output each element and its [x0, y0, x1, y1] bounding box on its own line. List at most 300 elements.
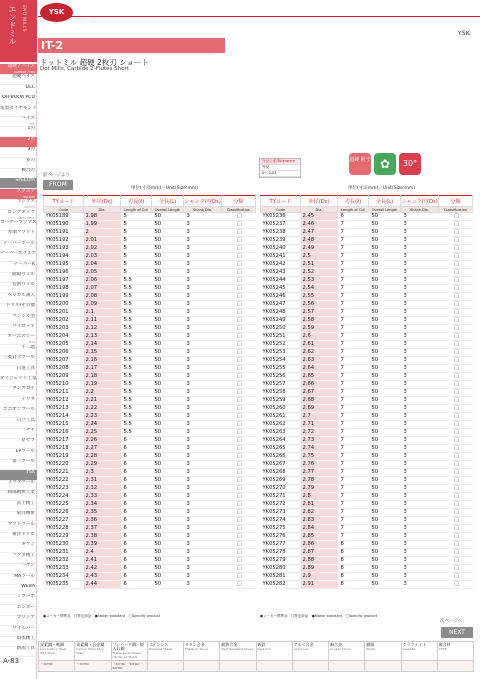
nav-item[interactable] — [0, 324, 37, 335]
nav-item[interactable] — [0, 449, 37, 460]
nav-item-label: 多刃 — [25, 157, 35, 163]
nav-item[interactable] — [0, 262, 37, 273]
shank-dia-cell: 3 — [184, 341, 222, 349]
code-cell: YK05226 — [44, 509, 84, 517]
shank-dia-cell: 3 — [401, 557, 439, 565]
shank-dia-cell: 3 — [184, 549, 222, 557]
code-cell: YK05258 — [261, 389, 301, 397]
overall-length-cell: 50 — [369, 461, 401, 469]
shank-dia-cell: 3 — [184, 477, 222, 485]
shank-dia-cell: 3 — [184, 541, 222, 549]
nav-item[interactable] — [0, 106, 37, 117]
nav-item[interactable] — [0, 532, 37, 543]
dia-cell: 2.3 — [84, 469, 121, 477]
code-cell: YK05269 — [261, 477, 301, 485]
code-cell: YK05219 — [44, 453, 84, 461]
table-row — [261, 565, 473, 573]
shank-dia-cell: 3 — [184, 309, 222, 317]
dia-cell: 2.78 — [301, 477, 338, 485]
shank-dia-cell: 3 — [401, 341, 439, 349]
overall-length-cell: 50 — [152, 501, 184, 509]
table-row — [261, 325, 473, 333]
nav-item[interactable] — [0, 345, 37, 356]
length-of-cut-cell: 5.5 — [121, 365, 152, 373]
code-cell: YK05225 — [44, 501, 84, 509]
header-code: TYコード — [44, 196, 84, 207]
length-of-cut-cell: 8 — [338, 581, 369, 589]
code-cell: YK05276 — [261, 533, 301, 541]
dia-cell: 2.79 — [301, 485, 338, 493]
classification-checkbox-icon: □ — [222, 213, 256, 221]
shank-dia-cell: 3 — [401, 493, 439, 501]
overall-length-cell: 50 — [369, 293, 401, 301]
code-cell: YK05239 — [261, 237, 301, 245]
code-cell: YK05211 — [44, 389, 84, 397]
table-row — [261, 373, 473, 381]
overall-length-cell: 50 — [152, 541, 184, 549]
shank-dia-cell: 3 — [401, 333, 439, 341]
overall-length-cell: 50 — [369, 397, 401, 405]
length-of-cut-cell: 5.5 — [121, 341, 152, 349]
shank-dia-cell: 3 — [401, 469, 439, 477]
from-button[interactable]: FROM — [43, 180, 73, 190]
overall-length-cell: 50 — [152, 269, 184, 277]
dia-cell: 2.37 — [84, 525, 121, 533]
nav-item-label: スクエア — [16, 188, 35, 194]
length-of-cut-cell: 7 — [338, 261, 369, 269]
nav-item[interactable] — [0, 116, 37, 127]
length-of-cut-cell: 6 — [121, 437, 152, 445]
length-of-cut-cell: 7 — [338, 253, 369, 261]
table-row — [44, 213, 256, 221]
nav-item[interactable] — [0, 220, 37, 231]
code-cell: YK05192 — [44, 237, 84, 245]
side-title-block — [0, 0, 37, 62]
code-cell: YK05257 — [261, 381, 301, 389]
header-code-en: Code — [261, 207, 301, 213]
length-of-cut-cell: 6 — [121, 525, 152, 533]
nav-item-label: 3刃 — [27, 147, 35, 153]
dia-cell: 2.48 — [301, 237, 338, 245]
overall-length-cell: 50 — [152, 437, 184, 445]
shank-dia-cell: 3 — [401, 485, 439, 493]
nav-item[interactable] — [0, 158, 37, 169]
overall-length-cell: 50 — [152, 421, 184, 429]
nav-item-label: テーパーR — [13, 261, 35, 267]
material-name: 樹脂 — [366, 642, 375, 647]
code-cell: YK05197 — [44, 277, 84, 285]
nav-item[interactable] — [0, 85, 37, 96]
material-cell — [329, 642, 365, 661]
length-of-cut-cell: 7 — [338, 229, 369, 237]
classification-checkbox-icon: □ — [222, 525, 256, 533]
dia-cell: 2.22 — [84, 405, 121, 413]
nav-item[interactable] — [0, 293, 37, 304]
length-of-cut-cell: 6 — [121, 469, 152, 477]
classification-checkbox-icon: □ — [439, 565, 473, 573]
length-of-cut-cell: 5.5 — [121, 277, 152, 285]
classification-checkbox-icon: □ — [222, 373, 256, 381]
overall-length-cell: 50 — [369, 373, 401, 381]
brand-rule — [38, 16, 480, 17]
dia-cell: 2.75 — [301, 453, 338, 461]
carbide-badge: 超硬 粒子 — [349, 153, 371, 175]
dia-cell: 2.1 — [84, 309, 121, 317]
nav-item[interactable] — [0, 418, 37, 429]
nav-item[interactable] — [0, 168, 37, 179]
nav-item[interactable] — [0, 241, 37, 252]
nav-item-label: 電着ダイヤモンド — [0, 105, 37, 111]
nav-item[interactable] — [0, 397, 37, 408]
spec-rows-right — [261, 213, 473, 589]
nav-item[interactable] — [0, 230, 37, 241]
overall-length-cell: 50 — [369, 549, 401, 557]
classification-checkbox-icon: □ — [222, 277, 256, 285]
table-row — [44, 557, 256, 565]
material-hardness — [329, 661, 365, 672]
dia-cell: 2.83 — [301, 517, 338, 525]
table-row — [44, 389, 256, 397]
dia-cell: 2.9 — [301, 573, 338, 581]
dia-cell: 2.05 — [84, 269, 121, 277]
nav-item[interactable] — [0, 178, 37, 189]
length-of-cut-cell: 8 — [338, 565, 369, 573]
length-of-cut-cell: 7 — [338, 445, 369, 453]
length-of-cut-cell: 5.5 — [121, 333, 152, 341]
nav-item-label: ユニオンツール — [2, 407, 35, 413]
overall-length-cell: 50 — [369, 573, 401, 581]
classification-checkbox-icon: □ — [222, 309, 256, 317]
table-row — [261, 277, 473, 285]
classification-checkbox-icon: □ — [439, 525, 473, 533]
length-of-cut-cell: 8 — [338, 573, 369, 581]
table-row — [261, 501, 473, 509]
table-row — [44, 373, 256, 381]
material-cell — [39, 642, 75, 661]
overall-length-cell: 50 — [369, 261, 401, 269]
tolerance-box — [259, 158, 301, 178]
nav-item[interactable] — [0, 376, 37, 387]
table-row — [261, 301, 473, 309]
overall-length-cell: 50 — [152, 389, 184, 397]
nav-item[interactable] — [0, 147, 37, 158]
shank-dia-cell: 3 — [401, 277, 439, 285]
table-row — [261, 237, 473, 245]
shank-dia-cell: 3 — [184, 469, 222, 477]
nav-item[interactable] — [0, 438, 37, 449]
nav-item[interactable] — [0, 563, 37, 574]
dia-cell: 2.57 — [301, 309, 338, 317]
dia-cell: 1.98 — [84, 213, 121, 221]
shank-dia-cell: 3 — [184, 445, 222, 453]
code-cell: YK05240 — [261, 245, 301, 253]
header-classification-en: Classification — [222, 207, 256, 213]
nav-item[interactable] — [0, 272, 37, 283]
table-row — [44, 277, 256, 285]
table-row — [261, 493, 473, 501]
nav-item-label: 日立工具 — [16, 417, 35, 423]
nav-item[interactable] — [0, 199, 37, 210]
classification-checkbox-icon: □ — [439, 413, 473, 421]
shank-dia-cell: 3 — [184, 285, 222, 293]
table-row — [44, 485, 256, 493]
classification-checkbox-icon: □ — [439, 341, 473, 349]
material-name-en: Aluminum — [293, 647, 310, 651]
overall-length-cell: 50 — [369, 349, 401, 357]
shank-dia-cell: 3 — [184, 325, 222, 333]
material-hardness — [147, 661, 183, 672]
nav-item[interactable] — [0, 334, 37, 345]
nav-item[interactable] — [0, 501, 37, 512]
dia-cell: 2.08 — [84, 293, 121, 301]
overall-length-cell: 50 — [369, 269, 401, 277]
nav-item[interactable] — [0, 605, 37, 616]
nav-item-label: ハイス — [21, 116, 35, 121]
code-cell: YK05191 — [44, 229, 84, 237]
nav-item[interactable] — [0, 137, 37, 148]
length-of-cut-cell: 5 — [121, 229, 152, 237]
overall-length-cell: 50 — [369, 429, 401, 437]
nav-item[interactable] — [0, 64, 37, 75]
code-cell: YK05252 — [261, 341, 301, 349]
dia-cell: 2.61 — [301, 341, 338, 349]
material-name: チタン合金 — [185, 642, 205, 647]
material-cell — [111, 642, 147, 661]
dia-cell: 2.45 — [301, 213, 338, 221]
dia-cell: 2.23 — [84, 413, 121, 421]
nav-item[interactable] — [0, 355, 37, 366]
overall-length-cell: 50 — [152, 469, 184, 477]
classification-checkbox-icon: □ — [222, 293, 256, 301]
shank-dia-cell: 3 — [184, 261, 222, 269]
table-row — [44, 381, 256, 389]
length-of-cut-cell: 7 — [338, 429, 369, 437]
classification-checkbox-icon: □ — [439, 429, 473, 437]
nav-item[interactable] — [0, 626, 37, 637]
nav-item[interactable] — [0, 314, 37, 325]
classification-checkbox-icon: □ — [439, 229, 473, 237]
dia-cell: 2.18 — [84, 373, 121, 381]
table-row — [261, 421, 473, 429]
shank-dia-cell: 3 — [184, 501, 222, 509]
length-of-cut-cell: 7 — [338, 373, 369, 381]
nav-item[interactable] — [0, 459, 37, 470]
length-of-cut-cell: 5 — [121, 253, 152, 261]
nav-item-label: 第一ツール — [12, 459, 35, 465]
length-of-cut-cell: 5.5 — [121, 373, 152, 381]
shank-dia-cell: 3 — [184, 485, 222, 493]
nav-item[interactable] — [0, 282, 37, 293]
overall-length-cell: 50 — [369, 317, 401, 325]
dia-cell: 2.81 — [301, 501, 338, 509]
nav-item-label: YSK — [26, 469, 35, 475]
table-row — [261, 293, 473, 301]
overall-length-cell: 50 — [369, 493, 401, 501]
shank-dia-cell: 3 — [401, 501, 439, 509]
dia-cell: 2.69 — [301, 405, 338, 413]
length-of-cut-cell: 7 — [338, 477, 369, 485]
shank-dia-cell: 3 — [184, 517, 222, 525]
table-row — [261, 469, 473, 477]
nav-item[interactable] — [0, 95, 37, 106]
material-name: グラファイト — [402, 642, 427, 647]
nav-item[interactable] — [0, 490, 37, 501]
nav-item[interactable] — [0, 553, 37, 564]
nav-item[interactable] — [0, 210, 37, 221]
material-name-en: Copper Alloys — [330, 647, 351, 651]
table-row — [261, 485, 473, 493]
classification-checkbox-icon: □ — [222, 253, 256, 261]
code-cell: YK05206 — [44, 349, 84, 357]
nav-item[interactable] — [0, 386, 37, 397]
nav-item[interactable] — [0, 584, 37, 595]
code-cell: YK05273 — [261, 509, 301, 517]
nav-item[interactable] — [0, 428, 37, 439]
shank-dia-cell: 3 — [184, 437, 222, 445]
nav-item-label: オーエスジー — [7, 334, 35, 340]
table-row — [261, 213, 473, 221]
code-cell: YK05277 — [261, 541, 301, 549]
code-cell: YK05242 — [261, 261, 301, 269]
material-cell — [220, 642, 256, 661]
dia-cell: 2.19 — [84, 381, 121, 389]
shank-dia-cell: 3 — [184, 229, 222, 237]
table-row — [44, 437, 256, 445]
nav-item[interactable] — [0, 646, 37, 657]
table-row — [261, 509, 473, 517]
length-of-cut-cell: 5.5 — [121, 397, 152, 405]
table-row — [44, 413, 256, 421]
length-of-cut-cell: 7 — [338, 453, 369, 461]
nav-item-label: テーパーボール — [3, 240, 35, 246]
code-cell: YK05233 — [44, 565, 84, 573]
classification-checkbox-icon: □ — [222, 517, 256, 525]
classification-checkbox-icon: □ — [439, 237, 473, 245]
classification-checkbox-icon: □ — [222, 405, 256, 413]
nav-item[interactable] — [0, 636, 37, 647]
nav-item[interactable] — [0, 594, 37, 605]
overall-length-cell: 50 — [152, 341, 184, 349]
dia-cell: 2.42 — [84, 565, 121, 573]
nav-item[interactable] — [0, 470, 37, 481]
length-of-cut-cell: 7 — [338, 397, 369, 405]
table-row — [261, 245, 473, 253]
classification-checkbox-icon: □ — [439, 213, 473, 221]
dia-cell: 2.44 — [84, 581, 121, 589]
dia-cell: 2.28 — [84, 453, 121, 461]
material-cell — [401, 642, 437, 661]
length-of-cut-cell: 6 — [121, 557, 152, 565]
dia-cell: 2.82 — [301, 509, 338, 517]
table-row — [261, 477, 473, 485]
nav-item-label: プリシア — [16, 615, 35, 621]
nav-item[interactable] — [0, 251, 37, 262]
nav-item-label: DLC — [25, 84, 35, 90]
length-of-cut-cell: 7 — [338, 413, 369, 421]
shank-dia-cell: 3 — [401, 373, 439, 381]
nav-item[interactable] — [0, 480, 37, 491]
shank-dia-cell: 3 — [401, 573, 439, 581]
classification-checkbox-icon: □ — [222, 301, 256, 309]
nav-item[interactable] — [0, 366, 37, 377]
length-of-cut-cell: 7 — [338, 269, 369, 277]
material-name-en: Graphite — [402, 647, 416, 651]
length-of-cut-cell: 7 — [338, 317, 369, 325]
table-row — [44, 229, 256, 237]
nav-item[interactable] — [0, 615, 37, 626]
nav-item-label: フクダ精工 — [12, 552, 35, 558]
shank-dia-cell: 3 — [184, 213, 222, 221]
nav-item-label: ナチ — [25, 428, 35, 433]
shank-dia-cell: 3 — [184, 461, 222, 469]
unit-note-right: 単位(寸法mm)／Unit(Size:mm) — [348, 186, 415, 191]
nav-item[interactable] — [0, 189, 37, 200]
dia-cell: 2.35 — [84, 509, 121, 517]
table-row — [44, 565, 256, 573]
length-of-cut-cell: 5 — [121, 237, 152, 245]
side-subtitle: END MILLS — [21, 5, 26, 32]
length-of-cut-cell: 6 — [121, 581, 152, 589]
classification-checkbox-icon: □ — [222, 493, 256, 501]
table-row — [44, 405, 256, 413]
shank-dia-cell: 3 — [401, 221, 439, 229]
next-label: 次ページへ — [440, 619, 463, 624]
shank-dia-cell: 3 — [184, 277, 222, 285]
overall-length-cell: 50 — [369, 453, 401, 461]
spec-table-right — [260, 195, 473, 589]
overall-length-cell: 50 — [369, 509, 401, 517]
nav-item[interactable] — [0, 511, 37, 522]
overall-length-cell: 50 — [369, 357, 401, 365]
length-of-cut-cell: 7 — [338, 517, 369, 525]
overall-length-cell: 50 — [152, 565, 184, 573]
code-cell: YK05246 — [261, 293, 301, 301]
length-of-cut-cell: 7 — [338, 437, 369, 445]
from-label: 前ページより — [43, 173, 70, 178]
material-name-en: Titanium Alloys — [185, 647, 208, 651]
shank-dia-cell: 3 — [401, 317, 439, 325]
table-row — [261, 253, 473, 261]
nav-item[interactable] — [0, 74, 37, 85]
nav-item[interactable] — [0, 126, 37, 137]
length-of-cut-cell: 5 — [121, 261, 152, 269]
nav-item[interactable] — [0, 303, 37, 314]
classification-checkbox-icon: □ — [222, 469, 256, 477]
nav-item[interactable] — [0, 522, 37, 533]
next-button[interactable]: NEXT — [441, 627, 473, 638]
classification-checkbox-icon: □ — [222, 341, 256, 349]
nav-item-label: エンヨー — [16, 604, 35, 610]
table-row — [44, 325, 256, 333]
code-cell: YK05266 — [261, 453, 301, 461]
length-of-cut-cell: 6 — [121, 501, 152, 509]
nav-item[interactable] — [0, 407, 37, 418]
overall-length-cell: 50 — [152, 213, 184, 221]
shank-dia-cell: 3 — [184, 333, 222, 341]
classification-checkbox-icon: □ — [439, 493, 473, 501]
classification-checkbox-icon: □ — [222, 429, 256, 437]
length-of-cut-cell: 8 — [338, 541, 369, 549]
shank-dia-cell: 3 — [401, 525, 439, 533]
overall-length-cell: 50 — [152, 461, 184, 469]
overall-length-cell: 50 — [152, 397, 184, 405]
nav-item[interactable] — [0, 542, 37, 553]
dia-cell: 2.43 — [84, 573, 121, 581]
nav-item[interactable] — [0, 574, 37, 585]
classification-checkbox-icon: □ — [439, 549, 473, 557]
dia-cell: 2.72 — [301, 429, 338, 437]
dia-cell: 2.24 — [84, 421, 121, 429]
